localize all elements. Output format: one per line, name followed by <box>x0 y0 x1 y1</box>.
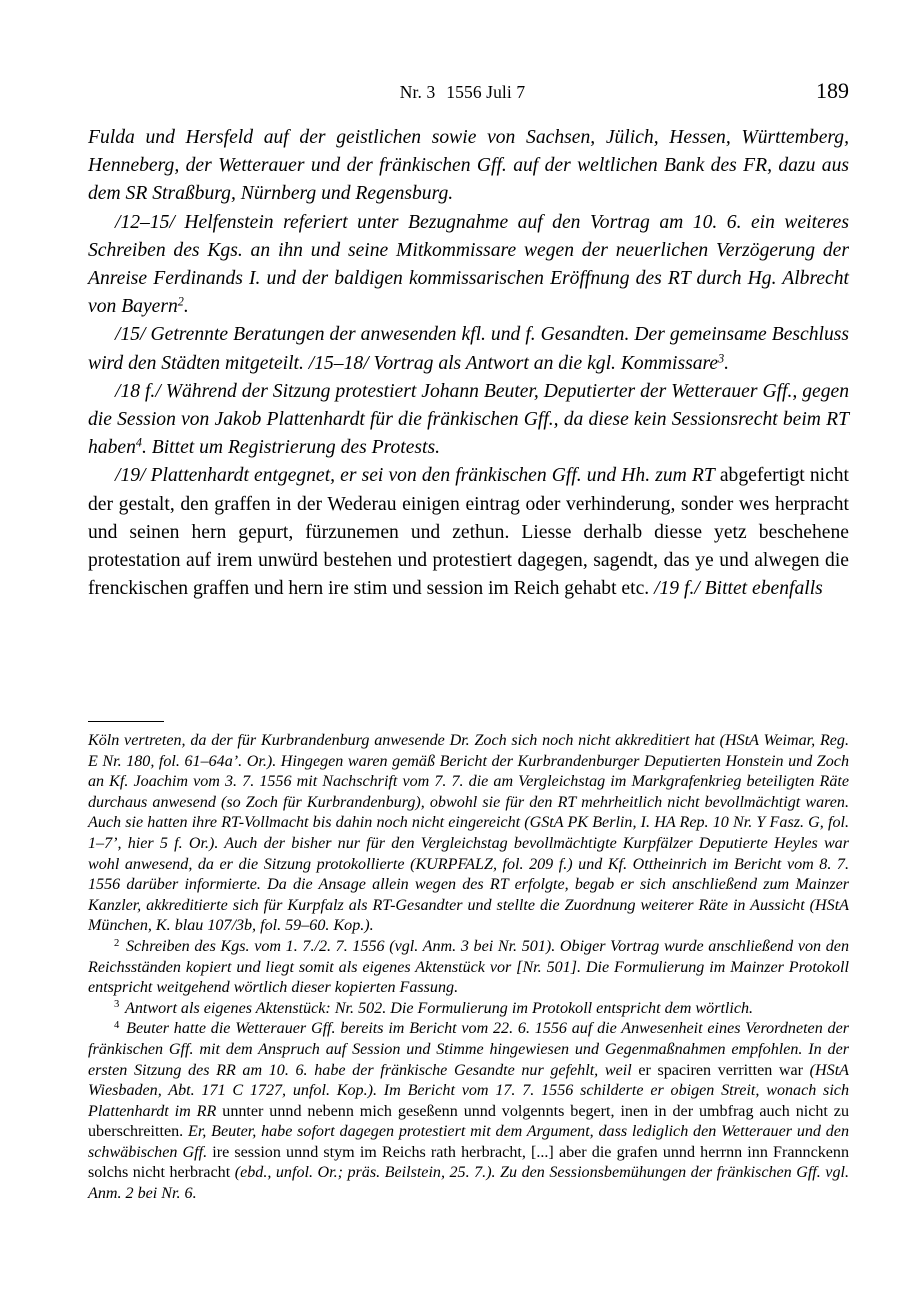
main-text-block <box>88 124 849 603</box>
footnote-marker-2[interactable]: 2 <box>177 294 184 309</box>
paragraph-19 <box>88 462 849 603</box>
paragraph-19-tail-italic: /19 f./ Bittet ebenfalls <box>654 578 823 600</box>
running-head-title <box>88 81 797 103</box>
paragraph-12-15-tail: . <box>183 296 189 318</box>
paragraph-12-15-text: /12–15/ Helfenstein referiert unter Bezugnahme auf den Vortrag am 10. 6. ein weiteres Schreiben des Kgs. an ihn und seine Mitkommissare wegen der neuerlichen Verzögerung der Anreise Ferdinands I. und der baldigen kommissarischen Eröffnung des RT durch Hg. Albrecht von Bayern <box>88 211 849 318</box>
paragraph-19-lead-italic: /19/ Plattenhardt entgegnet, er sei von den fränkischen Gff. und Hh. zum RT <box>115 465 715 487</box>
footnote-number-4: 4 <box>114 1020 120 1031</box>
footnote-marker-4[interactable]: 4 <box>135 435 142 450</box>
paragraph-19-quoted-source: abgefertigt nicht der gestalt, den graffen in der Wederau einigen eintrag oder verhinderung, sonder wes herpracht und seinen hern gepurt, fürzunemen und zethun. Liesse derhalb diesse yetz beschehene protestation auf irem unwürd bestehen und protestiert dagegen, sagendt, das ye und alwegen die frenckischen graffen und hern ire stim und session im Reich gehabt etc. <box>88 465 850 600</box>
footnote-commentary: Antwort als eigenes Aktenstück: Nr. 502. Die Formulierung im Protokoll entspricht dem wörtlich. <box>125 999 754 1017</box>
footnote-separator-rule <box>88 721 164 722</box>
footnote-commentary: (HStA Wiesbaden, Abt. 171 C 1727, unfol. Kop.). Im Bericht vom 17. 7. 1556 schilderte er obigen Streit, wonach sich Plattenhardt im RR <box>88 1061 850 1120</box>
paragraph-15-text: /15/ Getrennte Beratungen der anwesenden kfl. und f. Gesandten. Der gemeinsame Beschluss wird den Städten mitgeteilt. /15–18/ Vortrag als Antwort an die kgl. Kommissare <box>88 324 849 374</box>
paragraph-18f-text: /18 f./ Während der Sitzung protestiert Johann Beuter, Deputierter der Wetterauer Gff., gegen die Session von Jakob Plattenhardt für die fränkischen Gff., da diese kein Sessionsrecht beim RT haben <box>88 380 849 459</box>
footnote-3 <box>88 999 849 1020</box>
paragraph-18f <box>88 378 849 463</box>
running-head-date: 1556 Juli 7 <box>446 82 526 102</box>
paragraph-15-tail: . <box>724 352 730 374</box>
footnote-4 <box>88 1019 849 1204</box>
paragraph-15 <box>88 321 849 377</box>
footnote-commentary: Er, Beuter, habe sofort dagegen protestiert mit dem Argument, dass lediglich den Wetterauer und den schwäbischen Gff. <box>88 1123 849 1161</box>
footnote-quoted-source: er spaciren verritten war <box>638 1061 804 1079</box>
footnote-number-3: 3 <box>114 999 120 1011</box>
page-number: 189 <box>816 78 849 103</box>
footnote-commentary: Köln vertreten, da der für Kurbrandenburg anwesende Dr. Zoch sich noch nicht akkreditiert hat (HStA Weimar, Reg. E Nr. 180, fol. 61–64a’. Or.). Hingegen waren gemäß Bericht der Kurbrandenburger Deputierten Honstein und Zoch an Kf. Joachim vom 3. 7. 1556 mit Nachschrift vom 7. 7. die am Vergleichstag im Markgrafenkrieg beteiligten Räte durchaus anwesend (so Zoch für Kurbrandenburg), obwohl sie für den RT mehrheitlich nicht bevollmächtigt waren. Auch sie hatten ihre RT-Vollmacht bis dahin noch nicht eingereicht (GStA PK Berlin, I. HA Rep. 10 Nr. Y Fasz. G, fol. 1–7’, hier 5 f. Or.). Auch der bisher nur für den Vergleichstag bevollmächtigte Kurpfälzer Deputierte Heyles war wohl anwesend, da er die Sitzung protokollierte (KURPFALZ, fol. 209 f.) und Kf. Ottheinrich im Bericht vom 8. 7. 1556 darüber informierte. Da die Ansage allein wegen des RT erfolgte, begab er sich anschließend zum Mainzer Kanzler, akkreditierte sich für Kurpfalz als RT-Gesandter und stellte die Zuordnung weiterer Räte in Aussicht (HStA München, K. blau 107/3b, fol. 59–60. Kop.). <box>88 732 849 935</box>
footnote-commentary: Schreiben des Kgs. vom 1. 7./2. 7. 1556 (vgl. Anm. 3 bei Nr. 501). Obiger Vortrag wurde anschließend von den Reichsständen kopiert und liegt somit als eigenes Aktenstück vor [Nr. 501]. Die Formulierung im Mainzer Protokoll entspricht weitgehend wörtlich dieser kopierten Fassung. <box>88 937 849 997</box>
paragraph-12-15 <box>88 209 849 322</box>
footnote-commentary: (ebd., unfol. Or.; präs. Beilstein, 25. 7.). Zu den Sessionsbemühungen der fränkischen Gff. vgl. Anm. 2 bei Nr. 6. <box>88 1164 849 1203</box>
footnote-2 <box>88 937 849 999</box>
paragraph-continuation: Fulda und Hersfeld auf der geistlichen sowie von Sachsen, Jülich, Hessen, Württemberg, Henneberg, der Wetterauer und der fränkischen Gff. auf der weltlichen Bank des FR, dazu aus dem SR Straßburg, Nürnberg und Regensburg. <box>88 127 849 205</box>
footnote-commentary: Beuter hatte die Wetterauer Gff. bereits im Bericht vom 22. 6. 1556 auf die Anwesenheit eines Verordneten der fränkischen Gff. mit dem Anspruch auf Session und Stimme hingewiesen und Gegenmaßnahmen empfohlen. In der ersten Sitzung des RR am 10. 6. habe der fränkische Gesandte nur gefehlt, weil <box>88 1020 849 1079</box>
running-head-number: Nr. 3 <box>399 82 436 102</box>
footnote-quoted-source: ire session unnd stym im Reichs rath herbracht, [...] aber die grafen unnd herrnn inn Frannckenn solchs nicht herbracht <box>88 1143 849 1182</box>
footnote-quoted-source: unnter unnd nebenn mich geseßenn unnd volgennts begert, inen in der umbfrag auch nicht zu uberschreitten. <box>88 1102 849 1141</box>
running-head <box>88 80 849 106</box>
footnote-number-2: 2 <box>114 937 120 949</box>
footnote-continuation <box>88 731 849 937</box>
footnote-block <box>88 731 849 1205</box>
footnote-marker-3[interactable]: 3 <box>718 351 725 366</box>
paragraph-18f-tail: . Bittet um Registrierung des Protests. <box>141 437 441 459</box>
